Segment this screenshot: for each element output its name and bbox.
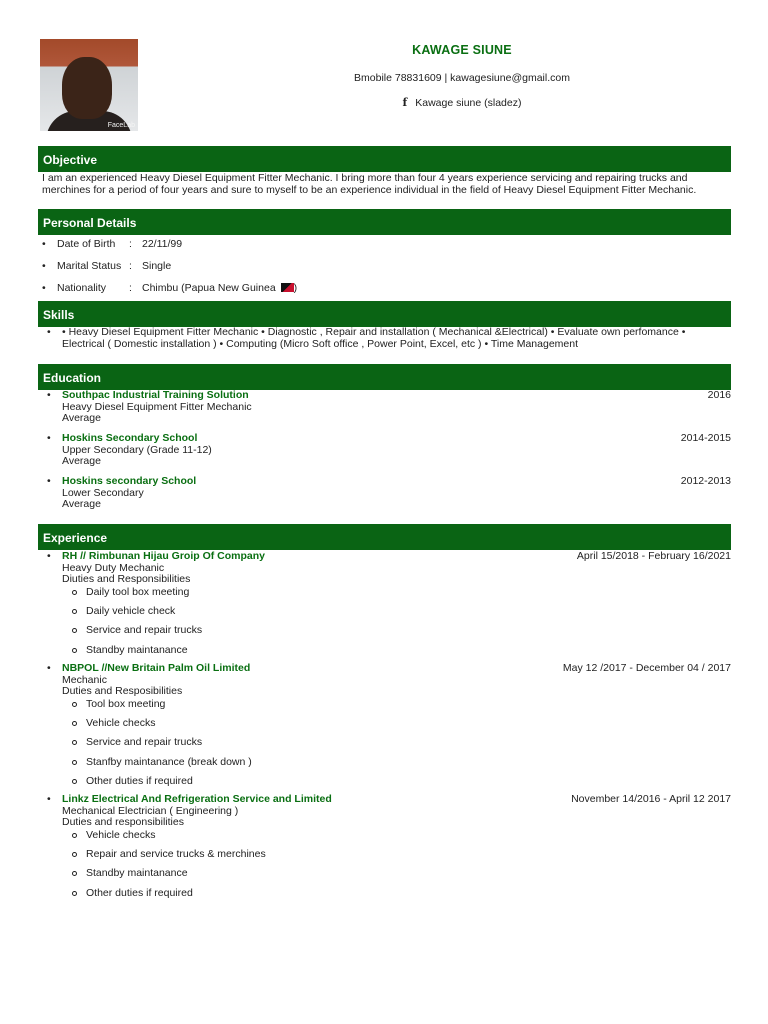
duty-item: Stanfby maintanance (break down ) [72, 756, 472, 768]
education-date: 2012-2013 [680, 475, 731, 487]
company-name: Linkz Electrical And Refrigeration Service and Limited [62, 793, 332, 805]
job-role: Heavy Duty Mechanic [62, 561, 165, 574]
education-heading: Education [38, 364, 731, 390]
duties-label: Duties and responsibilities [62, 816, 184, 829]
duties-label: Diuties and Responsibilities [62, 573, 191, 586]
photo-watermark: FaceLab [107, 122, 135, 129]
personal-row-nationality: • Nationality : Chimbu (Papua New Guinea ) [42, 282, 298, 294]
education-grade: Average [62, 412, 101, 425]
nationality-label: Nationality [57, 282, 107, 294]
duty-item: Standby maintanance [72, 867, 472, 879]
experience-item: • RH // Rimbunan Hijau Groip Of Company April 15/2018 - February 16/2021 Heavy Duty Mechanic Diuties and Responsibilities [42, 551, 731, 586]
png-flag-icon [281, 283, 294, 292]
duty-item: Daily tool box meeting [72, 586, 472, 598]
experience-heading: Experience [38, 524, 731, 550]
experience-date: May 12 /2017 - December 04 / 2017 [562, 662, 731, 674]
dob-value: 22/11/99 [142, 238, 183, 250]
duty-item: Vehicle checks [72, 717, 472, 729]
duty-item: Standby maintanance [72, 644, 472, 656]
duty-item: Service and repair trucks [72, 624, 472, 636]
education-date: 2014-2015 [680, 432, 731, 444]
school-name: Hoskins Secondary School [62, 432, 198, 444]
experience-item: • NBPOL //New Britain Palm Oil Limited May 12 /2017 - December 04 / 2017 Mechanic Duties and Resposibilities [42, 663, 731, 698]
profile-photo [40, 39, 138, 131]
experience-item: • Linkz Electrical And Refrigeration Service and Limited November 14/2016 - April 12 2017 Mechanical Electrician ( Engineering ) Duties and responsibilities [42, 794, 731, 829]
skills-heading: Skills [38, 301, 731, 327]
education-detail: Lower Secondary [62, 486, 144, 499]
school-name: Hoskins secondary School [62, 475, 197, 487]
school-name: Southpac Industrial Training Solution [62, 389, 249, 401]
duty-item: Tool box meeting [72, 698, 472, 710]
company-name: RH // Rimbunan Hijau Groip Of Company [62, 550, 266, 562]
education-date: 2016 [707, 389, 731, 401]
education-item: • Hoskins Secondary School 2014-2015 Upper Secondary (Grade 11-12) Average [42, 433, 731, 468]
duty-item: Vehicle checks [72, 829, 472, 841]
duty-item: Other duties if required [72, 887, 472, 899]
education-grade: Average [62, 455, 101, 468]
duty-item: Service and repair trucks [72, 736, 472, 748]
duties-label: Duties and Resposibilities [62, 685, 183, 698]
personal-row-marital: • Marital Status : Single [42, 260, 172, 272]
personal-details-heading: Personal Details [38, 209, 731, 235]
company-name: NBPOL //New Britain Palm Oil Limited [62, 662, 251, 674]
skills-text: • • Heavy Diesel Equipment Fitter Mechanic • Diagnostic , Repair and installation ( Mechanical &Electrical) • Evaluate own perfomance • Electrical ( Domestic installation ) • Computing (Micro Soft office , Power Point, Excel, etc ) • Time Management [47, 326, 686, 350]
education-item: • Southpac Industrial Training Solution 2016 Heavy Diesel Equipment Fitter Mechanic Average [42, 390, 731, 425]
experience-date: April 15/2018 - February 16/2021 [576, 550, 731, 562]
personal-row-dob: • Date of Birth : 22/11/99 [42, 238, 183, 250]
duty-item: Other duties if required [72, 775, 472, 787]
education-detail: Upper Secondary (Grade 11-12) [62, 443, 212, 456]
education-detail: Heavy Diesel Equipment Fitter Mechanic [62, 400, 252, 413]
education-grade: Average [62, 498, 101, 511]
skills-list: • Heavy Diesel Equipment Fitter Mechanic • Diagnostic , Repair and installation ( Mechanical &Electrical) • Evaluate own perfomance • Electrical ( Domestic installation ) • Computing (Micro Soft office , Power Point, Excel, etc ) • Time Management [62, 326, 686, 350]
facebook-icon: f [402, 96, 408, 109]
duty-item: Repair and service trucks & merchines [72, 848, 472, 860]
marital-label: Marital Status [57, 260, 122, 272]
experience-date: November 14/2016 - April 12 2017 [571, 793, 731, 805]
education-item: • Hoskins secondary School 2012-2013 Lower Secondary Average [42, 476, 731, 511]
candidate-name: KAWAGE SIUNE [412, 43, 512, 57]
dob-label: Date of Birth [57, 238, 116, 250]
marital-value: Single [142, 260, 172, 272]
social-handle: Kawage siune (sladez) [415, 97, 522, 109]
social-line [156, 96, 768, 109]
objective-heading: Objective [38, 146, 731, 172]
nationality-value: Chimbu (Papua New Guinea [142, 282, 276, 294]
contact-line: Bmobile 78831609 | kawagesiune@gmail.com [354, 72, 570, 84]
objective-text: I am an experienced Heavy Diesel Equipment Fitter Mechanic. I bring more than four 4 years experience servicing and repairing trucks and merchines for a period of four years and sure to myself to be an experience individual in the field of Heavy Diesel Equipment Fitter Mechanic. [42, 172, 697, 196]
job-role: Mechanical Electrician ( Engineering ) [62, 804, 239, 817]
job-role: Mechanic [62, 673, 107, 686]
duty-item: Daily vehicle check [72, 605, 472, 617]
